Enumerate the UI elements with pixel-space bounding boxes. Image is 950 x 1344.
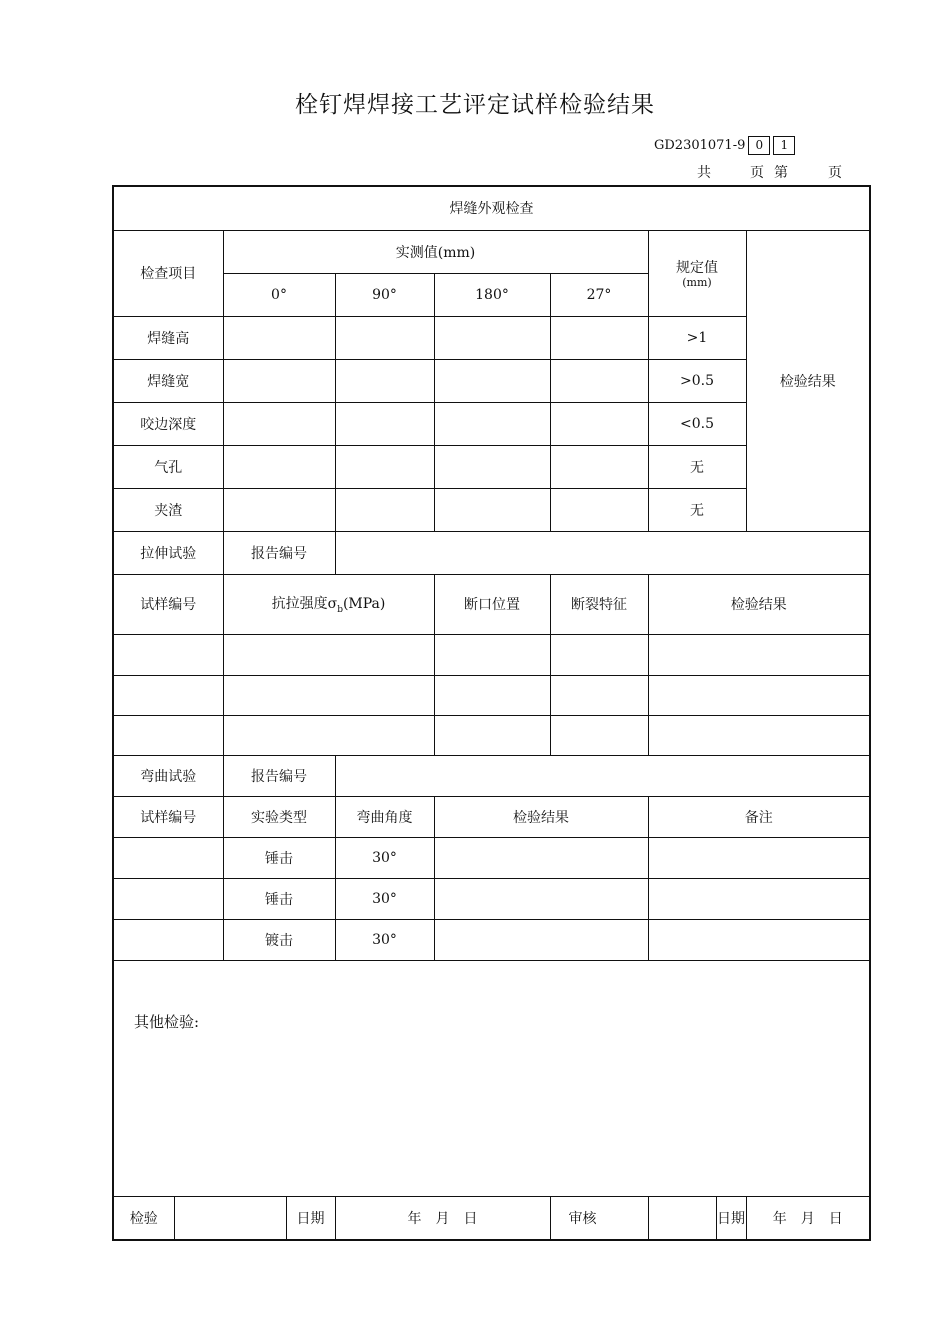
bend-angle-header: 弯曲角度 [335,796,434,837]
tensile-result-header: 检验结果 [648,574,870,634]
inspection-table [112,185,871,1241]
strength-unit: (MPa) [342,596,386,613]
bend-specimen-header: 试样编号 [113,796,223,837]
angle-90: 90° [335,273,434,316]
fracture-position-header: 断口位置 [434,574,550,634]
bend-report-label: 报告编号 [223,755,335,796]
pages-label: 页 [750,165,764,181]
visual-spec: 无 [648,488,746,531]
total-pages-label: 共 [697,165,711,181]
bend-angle: 30° [335,878,434,919]
bend-type: 镀击 [223,919,335,960]
visual-spec: >1 [648,316,746,359]
visual-item: 焊缝宽 [113,359,223,402]
strength-subscript: b [337,604,343,615]
bend-type-header: 实验类型 [223,796,335,837]
visual-item: 咬边深度 [113,402,223,445]
spec-header-label: 规定值 [676,260,718,276]
visual-item: 夹渣 [113,488,223,531]
bend-label: 弯曲试验 [113,755,223,796]
pages-label-2: 页 [828,165,842,181]
angle-0: 0° [223,273,335,316]
visual-result-header: 检验结果 [746,230,870,531]
spec-header [648,230,746,316]
bend-type: 锤击 [223,878,335,919]
item-header: 检查项目 [113,230,223,316]
fracture-feature-header: 断裂特征 [550,574,648,634]
visual-item: 焊缝高 [113,316,223,359]
strength-label: 抗拉强度σ [271,596,338,613]
visual-spec: 无 [648,445,746,488]
bend-result-header: 检验结果 [434,796,648,837]
measured-header: 实测值(mm) [223,230,648,273]
tensile-report-label: 报告编号 [223,531,335,574]
tensile-strength-header [223,574,434,634]
tensile-label: 拉伸试验 [113,531,223,574]
other-inspection: 其他检验: [113,960,870,1196]
visual-item: 气孔 [113,445,223,488]
spec-header-unit: (mm) [682,276,712,289]
visual-spec: <0.5 [648,402,746,445]
visual-section-title: 焊缝外观检查 [113,186,870,230]
angle-180: 180° [434,273,550,316]
document-title: 栓钉焊焊接工艺评定试样检验结果 [295,92,655,118]
inspect-date-label: 日期 [286,1196,335,1240]
code-prefix: GD2301071-9 [654,138,746,153]
bend-angle: 30° [335,919,434,960]
bend-type: 锤击 [223,837,335,878]
reviewer-label: 审核 [550,1196,648,1240]
tensile-specimen-header: 试样编号 [113,574,223,634]
bend-note-header: 备注 [648,796,870,837]
document-code [654,136,795,155]
code-box-1: 0 [748,136,770,155]
angle-27: 27° [550,273,648,316]
review-date-label: 日期 [716,1196,746,1240]
bend-angle: 30° [335,837,434,878]
current-page-label: 第 [774,165,788,181]
visual-spec: >0.5 [648,359,746,402]
inspect-date-value: 年 月 日 [335,1196,550,1240]
inspector-label: 检验 [113,1196,174,1240]
code-box-2: 1 [773,136,795,155]
review-date-value: 年 月 日 [746,1196,870,1240]
